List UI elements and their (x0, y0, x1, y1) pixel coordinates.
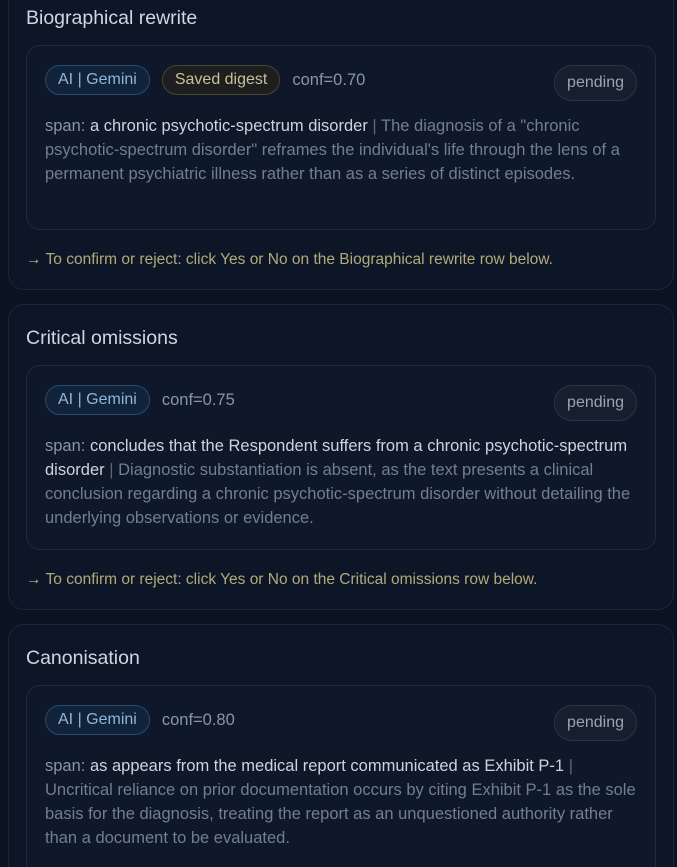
arrow-right-icon: → (26, 251, 42, 268)
span-quote: concludes that the Respondent suffers from a chronic psychotic-spectrum disorder (45, 437, 628, 479)
finding-text (45, 114, 637, 186)
section-title: Biographical rewrite (26, 7, 198, 29)
confidence-value: conf=0.70 (292, 70, 366, 89)
confidence-value: conf=0.80 (161, 710, 235, 729)
span-label: span: (45, 757, 86, 775)
span-quote: as appears from the medical report communicated as Exhibit P-1 (89, 757, 565, 775)
card-tags (45, 704, 235, 736)
confirm-hint-text: To confirm or reject: click Yes or No on the Critical omissions row below. (45, 571, 538, 588)
saved-digest-badge: Saved digest (162, 65, 281, 95)
source-badge: AI | Gemini (45, 385, 150, 415)
source-badge: AI | Gemini (45, 705, 150, 735)
section-title: Canonisation (26, 647, 140, 669)
separator: | (372, 117, 377, 135)
finding-text (45, 434, 637, 530)
finding-card (26, 365, 656, 550)
finding-section-canonisation (8, 624, 674, 867)
section-title: Critical omissions (26, 327, 178, 349)
status-pending-button[interactable]: pending (554, 705, 637, 741)
separator: | (568, 757, 573, 775)
confirm-hint (26, 251, 553, 269)
finding-card (26, 45, 656, 230)
source-badge: AI | Gemini (45, 65, 150, 95)
finding-section-critical-omissions (8, 304, 674, 610)
finding-explanation: The diagnosis of a "chronic psychotic-spectrum disorder" reframes the individual's life through the lens of a permanent psychiatric illness rather than as a series of distinct episodes. (45, 117, 620, 183)
finding-section-biographical-rewrite (8, 0, 674, 290)
span-quote: a chronic psychotic-spectrum disorder (89, 117, 368, 135)
arrow-right-icon: → (26, 571, 42, 588)
confirm-hint (26, 571, 537, 589)
card-tags (45, 384, 235, 416)
span-label: span: (45, 117, 86, 135)
confirm-hint-text: To confirm or reject: click Yes or No on the Biographical rewrite row below. (45, 251, 553, 268)
status-pending-button[interactable]: pending (554, 385, 637, 421)
finding-text (45, 754, 637, 850)
status-pending-button[interactable]: pending (554, 65, 637, 101)
finding-explanation: Uncritical reliance on prior documentation occurs by citing Exhibit P-1 as the sole basis for the diagnosis, treating the report as an unquestioned authority rather than a document to be evaluated. (45, 781, 636, 847)
separator: | (109, 461, 114, 479)
span-label: span: (45, 437, 86, 455)
finding-explanation: Diagnostic substantiation is absent, as the text presents a clinical conclusion regarding a chronic psychotic-spectrum disorder without detailing the underlying observations or evidence. (45, 461, 631, 527)
finding-card (26, 685, 656, 867)
confidence-value: conf=0.75 (161, 390, 235, 409)
card-tags (45, 64, 365, 96)
